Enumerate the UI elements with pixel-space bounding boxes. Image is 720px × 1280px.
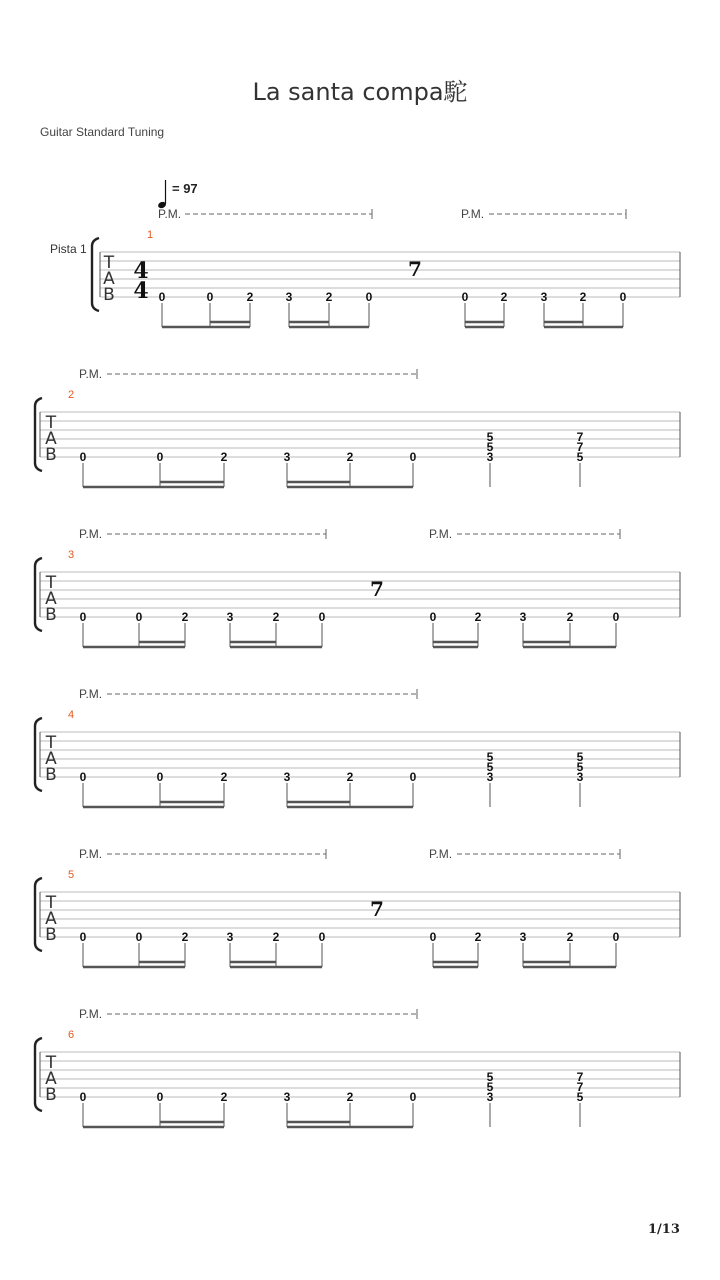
fret-number: 5 bbox=[486, 1070, 494, 1084]
track-name: Pista 1 bbox=[50, 242, 87, 256]
tab-letter-a: A bbox=[45, 589, 57, 609]
fret-number: 0 bbox=[409, 770, 417, 784]
fret-number: 0 bbox=[365, 290, 373, 304]
tuning-label: Guitar Standard Tuning bbox=[40, 125, 165, 139]
palm-mute-label: P.M. bbox=[79, 687, 103, 701]
tempo-marking: = 97 bbox=[172, 181, 198, 196]
fret-number: 0 bbox=[612, 930, 620, 944]
fret-number: 0 bbox=[79, 1090, 87, 1104]
fret-number: 3 bbox=[540, 290, 548, 304]
palm-mute-label: P.M. bbox=[429, 847, 453, 861]
tab-letter-b: B bbox=[45, 765, 57, 785]
fret-number: 5 bbox=[576, 1090, 584, 1104]
fret-number: 0 bbox=[429, 610, 437, 624]
palm-mute-label: P.M. bbox=[461, 207, 485, 221]
palm-mute-label: P.M. bbox=[158, 207, 182, 221]
fret-number: 2 bbox=[181, 930, 189, 944]
fret-number: 2 bbox=[474, 610, 482, 624]
fret-number: 3 bbox=[486, 1090, 494, 1104]
palm-mute-label: P.M. bbox=[79, 527, 103, 541]
fret-number: 2 bbox=[566, 930, 574, 944]
fret-number: 3 bbox=[283, 770, 291, 784]
fret-number: 2 bbox=[474, 930, 482, 944]
eighth-rest: 7 bbox=[370, 577, 384, 601]
palm-mute-label: P.M. bbox=[79, 1007, 103, 1021]
fret-number: 5 bbox=[486, 760, 494, 774]
fret-number: 5 bbox=[486, 440, 494, 454]
fret-number: 0 bbox=[409, 1090, 417, 1104]
measure-number: 2 bbox=[68, 389, 75, 401]
tab-letter-a: A bbox=[45, 749, 57, 769]
song-title: La santa compa駝 bbox=[252, 78, 468, 106]
fret-number: 2 bbox=[272, 610, 280, 624]
tab-letter-a: A bbox=[45, 429, 57, 449]
fret-number: 0 bbox=[79, 610, 87, 624]
tab-letter-t: T bbox=[45, 733, 57, 753]
system-bracket bbox=[35, 718, 42, 791]
tab-letter-b: B bbox=[45, 605, 57, 625]
fret-number: 5 bbox=[486, 430, 494, 444]
page-number: 1/13 bbox=[648, 1222, 680, 1237]
fret-number: 7 bbox=[576, 440, 584, 454]
measure-number: 3 bbox=[68, 549, 75, 561]
fret-number: 0 bbox=[79, 930, 87, 944]
fret-number: 0 bbox=[318, 930, 326, 944]
fret-number: 5 bbox=[576, 750, 584, 764]
fret-number: 3 bbox=[283, 1090, 291, 1104]
fret-number: 2 bbox=[220, 770, 228, 784]
fret-number: 0 bbox=[156, 770, 164, 784]
fret-number: 2 bbox=[220, 1090, 228, 1104]
tab-letter-t: T bbox=[45, 1053, 57, 1073]
fret-number: 0 bbox=[79, 770, 87, 784]
measure-number: 5 bbox=[68, 869, 75, 881]
fret-number: 2 bbox=[346, 1090, 354, 1104]
tab-letter-t: T bbox=[103, 253, 115, 273]
tab-letter-t: T bbox=[45, 413, 57, 433]
fret-number: 2 bbox=[566, 610, 574, 624]
fret-number: 0 bbox=[79, 450, 87, 464]
fret-number: 5 bbox=[576, 760, 584, 774]
measure-number: 1 bbox=[147, 229, 154, 241]
fret-number: 2 bbox=[500, 290, 508, 304]
fret-number: 2 bbox=[272, 930, 280, 944]
fret-number: 3 bbox=[486, 450, 494, 464]
fret-number: 3 bbox=[226, 930, 234, 944]
fret-number: 3 bbox=[283, 450, 291, 464]
fret-number: 0 bbox=[158, 290, 166, 304]
fret-number: 0 bbox=[619, 290, 627, 304]
tab-letter-t: T bbox=[45, 573, 57, 593]
tab-letter-b: B bbox=[103, 285, 115, 305]
system-bracket bbox=[92, 238, 99, 311]
fret-number: 5 bbox=[576, 450, 584, 464]
time-signature-bottom: 4 bbox=[133, 278, 149, 304]
palm-mute-label: P.M. bbox=[79, 367, 103, 381]
fret-number: 3 bbox=[519, 610, 527, 624]
fret-number: 2 bbox=[346, 450, 354, 464]
fret-number: 0 bbox=[318, 610, 326, 624]
tab-letter-a: A bbox=[45, 909, 57, 929]
fret-number: 0 bbox=[156, 450, 164, 464]
fret-number: 3 bbox=[486, 770, 494, 784]
fret-number: 7 bbox=[576, 1070, 584, 1084]
system-bracket bbox=[35, 558, 42, 631]
fret-number: 2 bbox=[325, 290, 333, 304]
fret-number: 2 bbox=[181, 610, 189, 624]
palm-mute-label: P.M. bbox=[79, 847, 103, 861]
time-signature-top: 4 bbox=[133, 258, 149, 284]
fret-number: 0 bbox=[429, 930, 437, 944]
fret-number: 0 bbox=[156, 1090, 164, 1104]
system-bracket bbox=[35, 1038, 42, 1111]
system-bracket bbox=[35, 878, 42, 951]
fret-number: 0 bbox=[206, 290, 214, 304]
fret-number: 2 bbox=[220, 450, 228, 464]
fret-number: 3 bbox=[226, 610, 234, 624]
eighth-rest: 7 bbox=[408, 257, 422, 281]
tab-letter-b: B bbox=[45, 445, 57, 465]
tab-letter-a: A bbox=[45, 1069, 57, 1089]
tab-letter-b: B bbox=[45, 925, 57, 945]
fret-number: 3 bbox=[285, 290, 293, 304]
tab-letter-b: B bbox=[45, 1085, 57, 1105]
fret-number: 0 bbox=[461, 290, 469, 304]
measure-number: 4 bbox=[68, 709, 75, 721]
tab-letter-a: A bbox=[103, 269, 115, 289]
fret-number: 7 bbox=[576, 430, 584, 444]
fret-number: 3 bbox=[576, 770, 584, 784]
eighth-rest: 7 bbox=[370, 897, 384, 921]
fret-number: 5 bbox=[486, 1080, 494, 1094]
fret-number: 2 bbox=[346, 770, 354, 784]
fret-number: 0 bbox=[135, 930, 143, 944]
palm-mute-label: P.M. bbox=[429, 527, 453, 541]
measure-number: 6 bbox=[68, 1029, 75, 1041]
fret-number: 0 bbox=[612, 610, 620, 624]
tab-letter-t: T bbox=[45, 893, 57, 913]
system-bracket bbox=[35, 398, 42, 471]
fret-number: 3 bbox=[519, 930, 527, 944]
fret-number: 2 bbox=[246, 290, 254, 304]
fret-number: 2 bbox=[579, 290, 587, 304]
fret-number: 7 bbox=[576, 1080, 584, 1094]
fret-number: 0 bbox=[409, 450, 417, 464]
fret-number: 5 bbox=[486, 750, 494, 764]
fret-number: 0 bbox=[135, 610, 143, 624]
